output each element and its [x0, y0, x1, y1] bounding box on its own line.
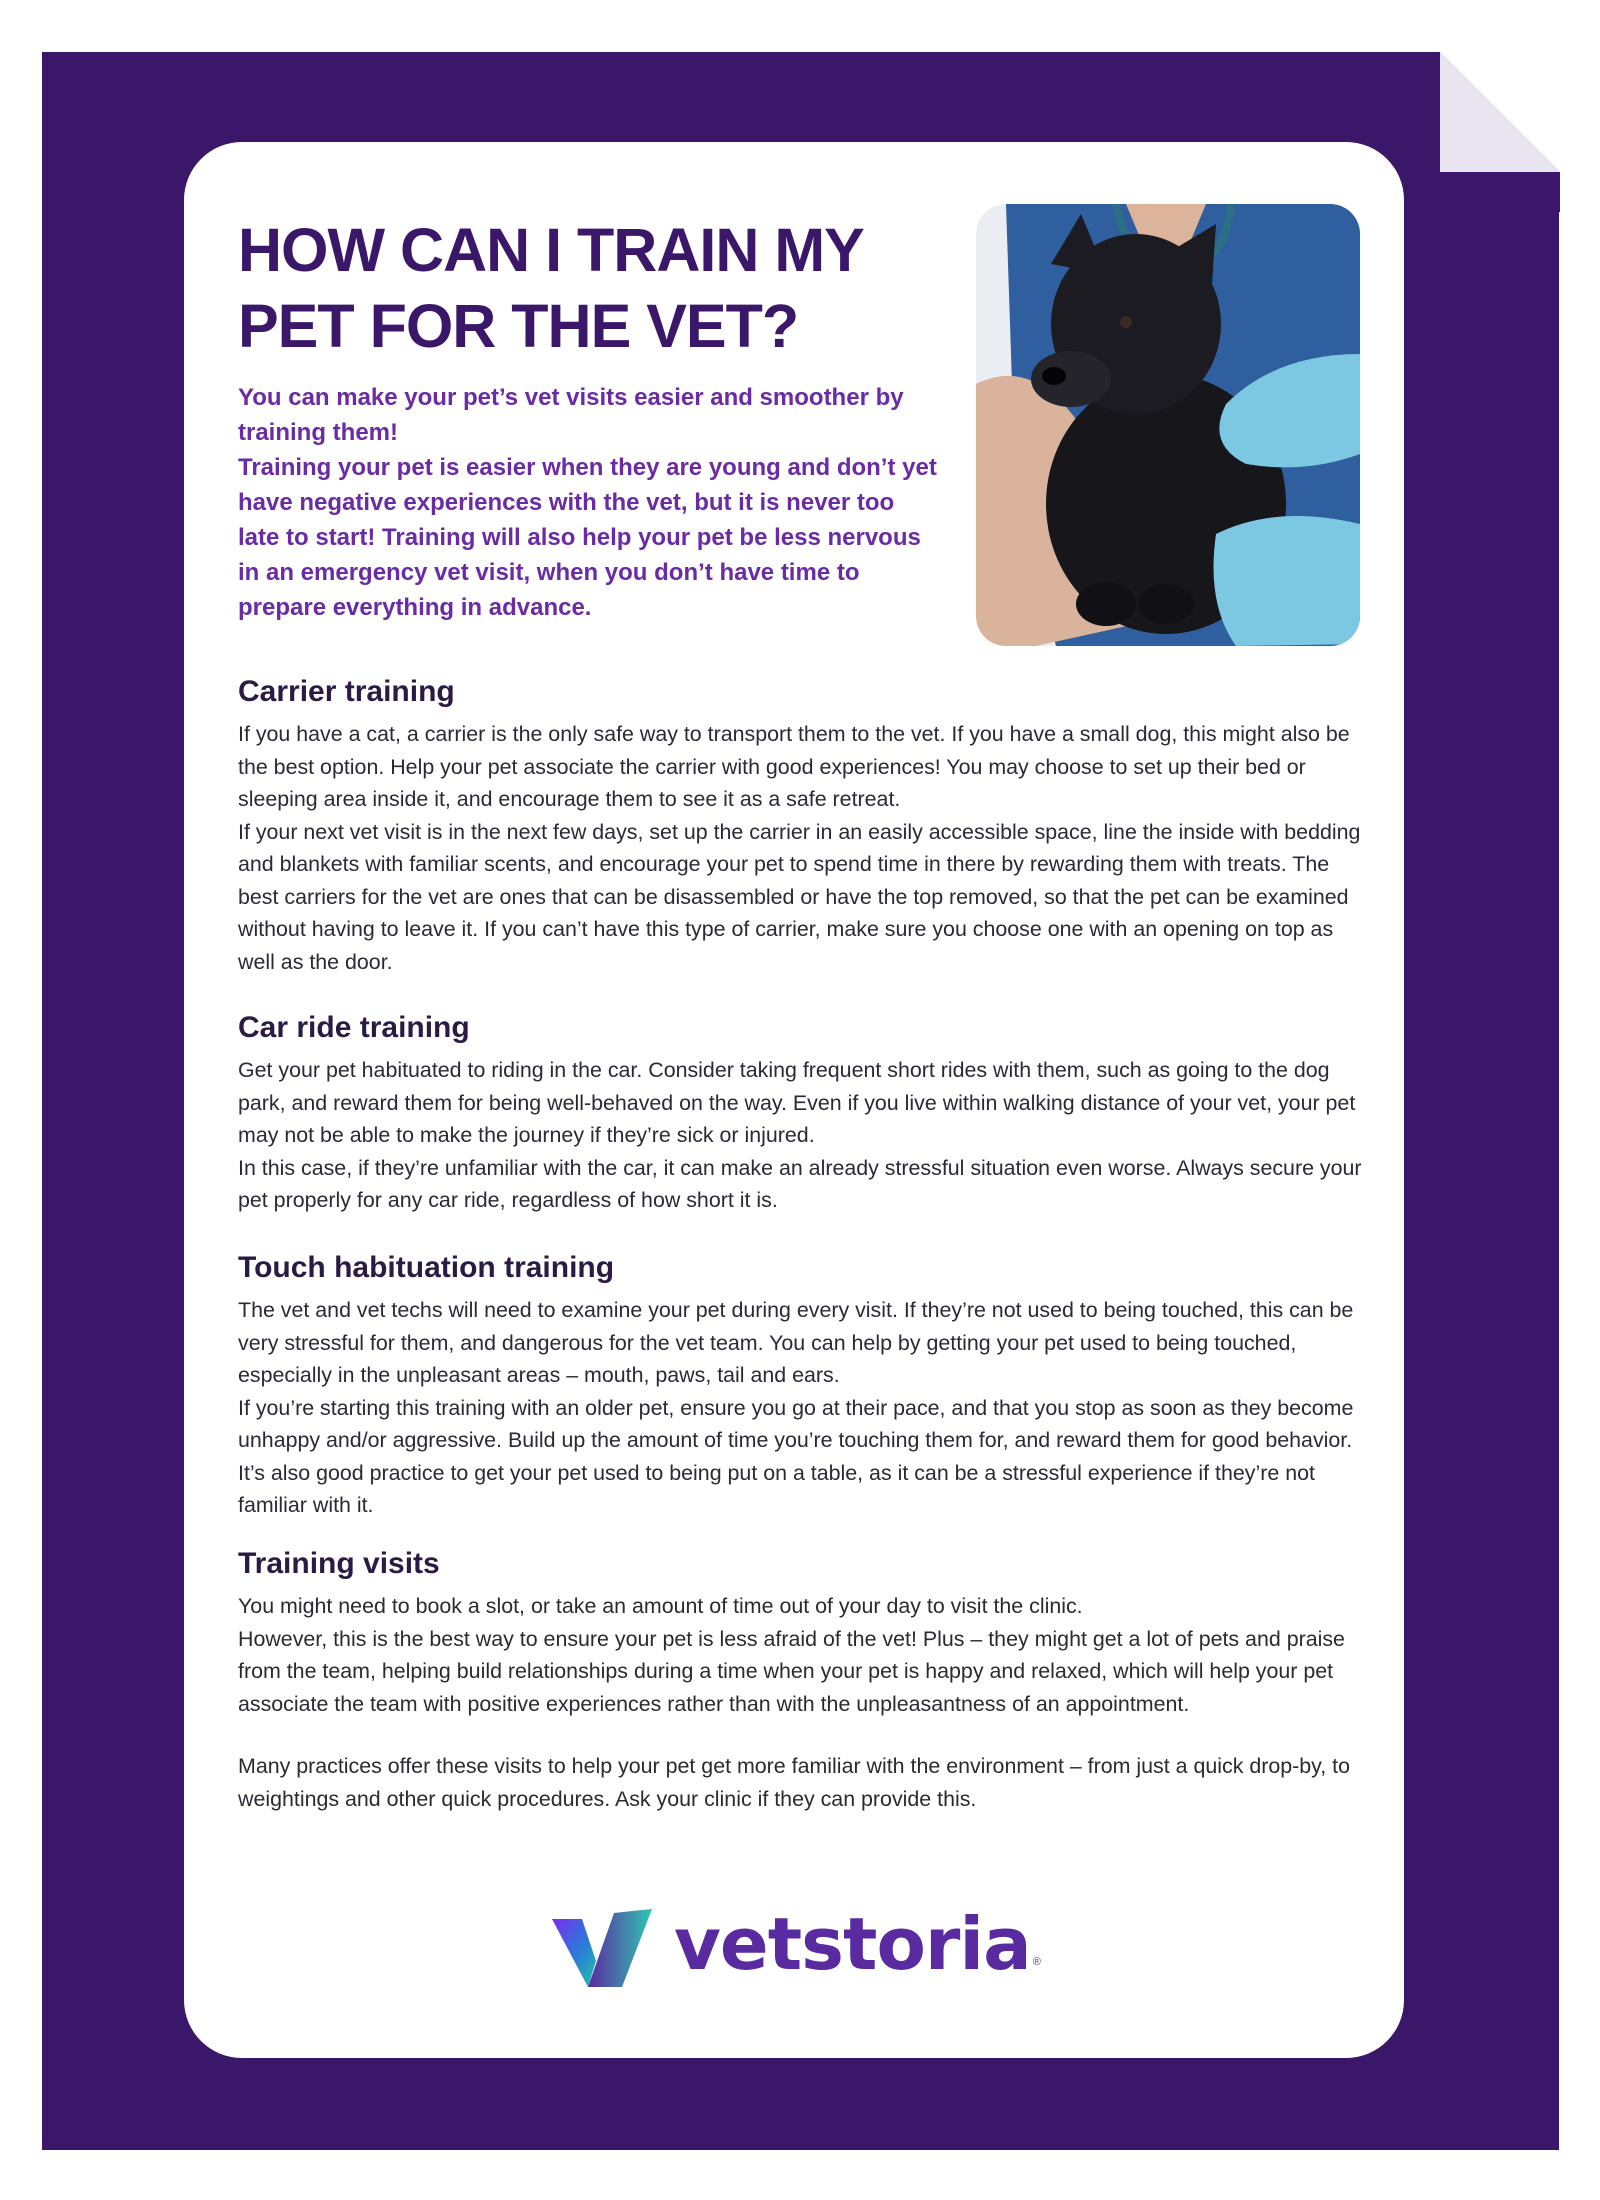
registered-mark: ®: [1032, 1956, 1041, 1968]
section-paragraph: However, this is the best way to ensure your pet is less afraid of the vet! Plus – they might get a lot of pets and praise from the team, helping build relationships during a time when your pet is happy and relaxed, which will help your pet associate the team with positive experiences rather than with the unpleasantness of an appointment.: [238, 1626, 1345, 1716]
section-paragraph: Many practices offer these visits to help your pet get more familiar with the environment – from just a quick drop-by, to weightings and other quick procedures. Ask your clinic if they can provide this.: [238, 1754, 1351, 1811]
section-heading: Touch habituation training: [238, 1251, 615, 1284]
section-paragraph: You might need to book a slot, or take an amount of time out of your day to visit the clinic.: [238, 1594, 1083, 1618]
section-paragraph: In this case, if they’re unfamiliar with the car, it can make an already stressful situation even worse. Always secure your pet properly for any car ride, regardless of how short it is.: [238, 1155, 1362, 1212]
section-heading: Car ride training: [238, 1011, 470, 1044]
section-heading: Carrier training: [238, 675, 455, 708]
section-paragraph: If you have a cat, a carrier is the only safe way to transport them to the vet. If you have a small dog, this might also be the best option. Help your pet associate the carrier with good experiences! You may choose to set up their bed or sleeping area inside it, and encourage them to see it as a safe retreat.: [238, 722, 1350, 811]
vetstoria-logo: [552, 1894, 1041, 1994]
corner-fold-shape: [1440, 52, 1560, 172]
section-paragraph: The vet and vet techs will need to examine your pet during every visit. If they’re not used to being touched, this can be very stressful for them, and dangerous for the vet team. You can help by getting your pet used to being touched, especially in the unpleasant areas – mouth, paws, tail and ears.: [238, 1298, 1354, 1387]
logo-wordmark: vetstoria: [674, 1902, 1031, 1986]
intro-paragraph: Training your pet is easier when they are young and don’t yet have negative experiences with the vet, but it is never too late to start! Training will also help your pet be less nervous in an emergency vet visit, when you don’t have time to prepare everything in advance.: [238, 454, 937, 621]
section-paragraph: Get your pet habituated to riding in the car. Consider taking frequent short rides with them, such as going to the dog park, and reward them for being well-behaved on the way. Even if you live within walking distance of your vet, your pet may not be able to make the journey if they’re sick or injured.: [238, 1058, 1356, 1147]
section-paragraph: If your next vet visit is in the next few days, set up the carrier in an easily accessible space, line the inside with bedding and blankets with familiar scents, and encourage your pet to spend time in there by rewarding them with treats. The best carriers for the vet are ones that can be disassembled or have the top removed, so that the pet can be examined without having to leave it. If you can’t have this type of carrier, make sure you choose one with an opening on top as well as the door.: [238, 819, 1361, 974]
section-heading: Training visits: [238, 1547, 440, 1580]
vet-holding-puppy-photo: [976, 204, 1360, 646]
section-car-ride-training: [238, 1008, 1363, 1217]
intro-paragraph: You can make your pet’s vet visits easier and smoother by training them!: [238, 384, 904, 446]
section-training-visits: [238, 1544, 1363, 1815]
section-touch-habituation-training: [238, 1248, 1363, 1522]
section-paragraph: If you’re starting this training with an older pet, ensure you go at their pace, and that you stop as soon as they become unhappy and/or aggressive. Build up the amount of time you’re touching them for, and reward them for good behavior. It’s also good practice to get your pet used to being put on a table, as it can be a stressful experience if they’re not familiar with it.: [238, 1395, 1354, 1517]
paragraph-gap: [238, 1720, 1363, 1750]
section-carrier-training: [238, 672, 1363, 978]
vetstoria-check-logo-icon: [552, 1899, 652, 1989]
intro-text: [238, 380, 938, 625]
page-title: HOW CAN I TRAIN MY PET FOR THE VET?: [238, 216, 863, 360]
corner-fill: [1440, 172, 1560, 212]
content-card: [184, 142, 1404, 2058]
